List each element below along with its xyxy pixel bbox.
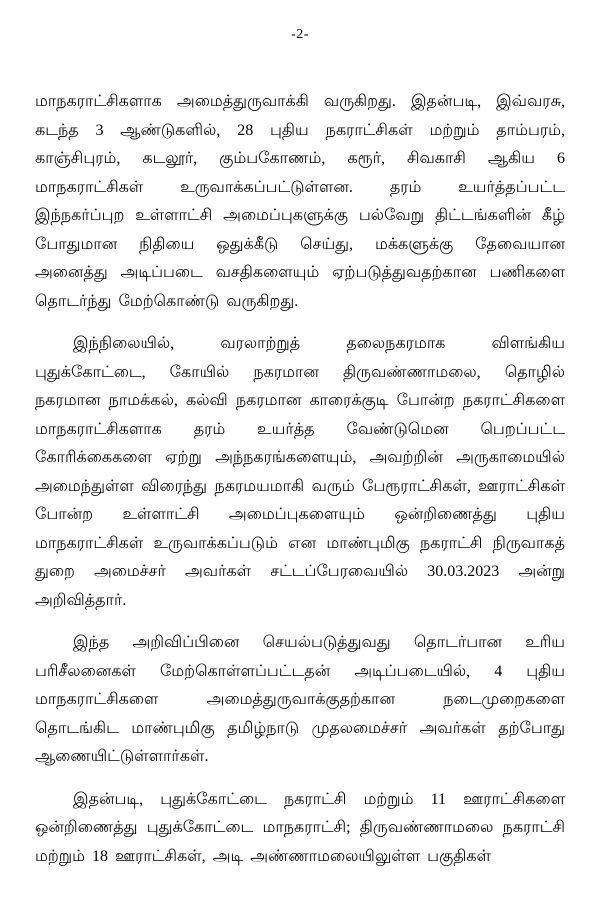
paragraph-merger-details: இதன்படி, புதுக்கோட்டை நகராட்சி மற்றும் 11 ஊராட்சிகளை ஒன்றிணைத்து புதுக்கோட்டை மாநகராட்சி; திருவண்ணாமலை நகராட்சி மற்றும் 18 ஊராட்சிகள், அடி அண்ணாமலையிலுள்ள பகுதிகள் bbox=[35, 790, 565, 865]
paragraph-cm-order: இந்த அறிவிப்பினை செயல்படுத்துவது தொடர்பான உரிய பரிசீலனைகள் மேற்கொள்ளப்பட்டதன் அடிப்படையில், 4 புதிய மாநகராட்சிகளை அமைத்துருவாக்குதற்கான நடைமுறைகளை தொடங்கிட மாண்புமிகு தமிழ்நாடு முதலமைச்சர் அவர்கள் தற்போது ஆணையிட்டுள்ளார்கள். bbox=[35, 634, 565, 765]
document-body bbox=[35, 88, 565, 871]
paragraph-continuation: மாநகராட்சிகளாக அமைத்துருவாக்கி வருகிறது. இதன்படி, இவ்வரசு, கடந்த 3 ஆண்டுகளில், 28 புதிய நகராட்சிகள் மற்றும் தாம்பரம், காஞ்சிபுரம், கடலூர், கும்பகோணம், கரூர், சிவகாசி ஆகிய 6 மாநகராட்சிகள் உருவாக்கப்பட்டுள்ளன. தரம் உயர்த்தப்பட்ட இந்நகர்ப்புற உள்ளாட்சி அமைப்புகளுக்கு பல்வேறு திட்டங்களின் கீழ் போதுமான நிதியை ஒதுக்கீடு செய்து, மக்களுக்கு தேவையான அனைத்து அடிப்படை வசதிகளையும் ஏற்படுத்துவதற்கான பணிகளை தொடர்ந்து மேற்கொண்டு வருகிறது. bbox=[35, 93, 565, 310]
page-number: -2- bbox=[291, 27, 309, 42]
paragraph-announcement: இந்நிலையில், வரலாற்றுத் தலைநகரமாக விளங்கிய புதுக்கோட்டை, கோயில் நகரமான திருவண்ணாமலை, தொழில் நகரமான நாமக்கல், கல்வி நகரமான காரைக்குடி போன்ற நகராட்சிகளை மாநகராட்சிகளாக தரம் உயர்த்த வேண்டுமென பெறப்பட்ட கோரிக்கைகளை ஏற்று அந்நகரங்களையும், அவற்றின் அருகாமையில் அமைந்துள்ள விரைந்து நகரமயமாகி வரும் பேரூராட்சிகள், ஊராட்சிகள் போன்ற உள்ளாட்சி அமைப்புகளையும் ஒன்றிணைத்து புதிய மாநகராட்சிகள் உருவாக்கப்படும் என மாண்புமிகு நகராட்சி நிருவாகத் துறை அமைச்சர் அவர்கள் சட்டப்பேரவையில் 30.03.2023 அன்று அறிவித்தார். bbox=[35, 335, 565, 609]
